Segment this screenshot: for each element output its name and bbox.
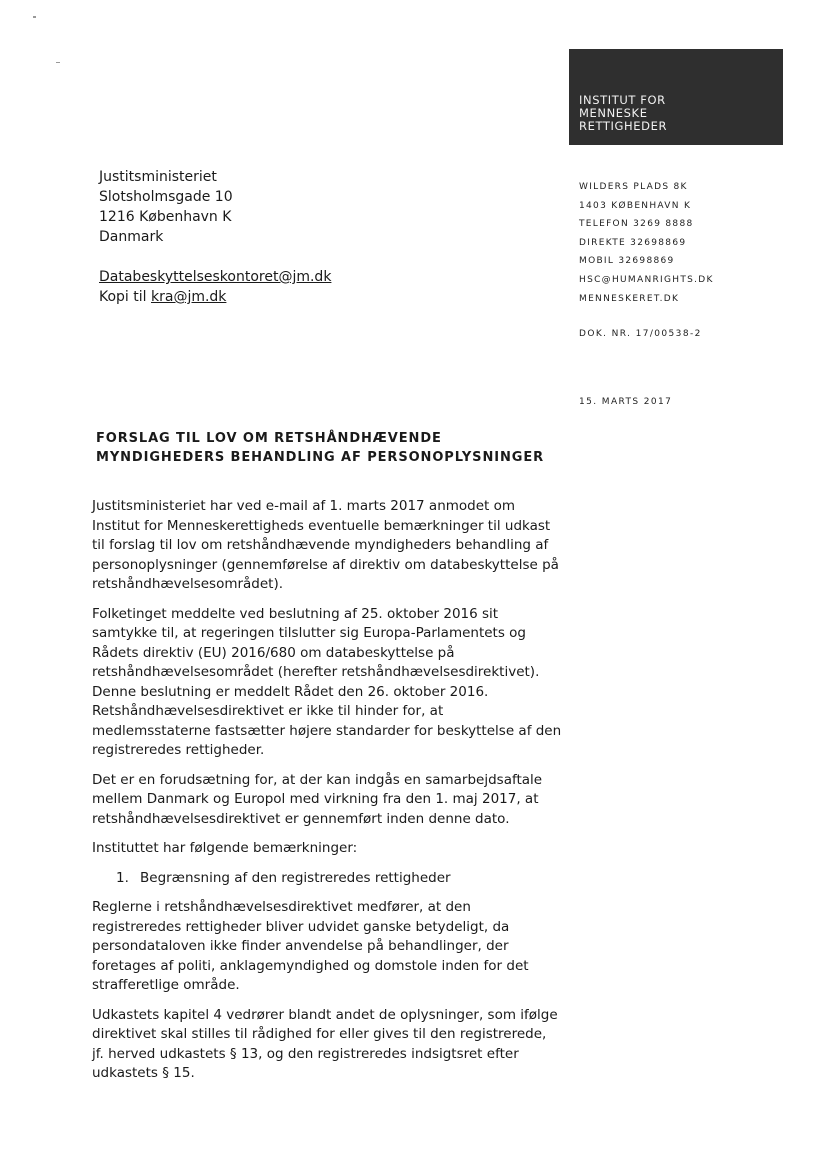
body-paragraph: Instituttet har følgende bemærkninger:	[92, 840, 358, 856]
recipient-city: 1216 København K	[99, 209, 232, 225]
sender-address-line: WILDERS PLADS 8K	[579, 182, 688, 192]
copy-label: Kopi til	[99, 289, 147, 305]
recipient-street: Slotsholmsgade 10	[99, 189, 233, 205]
item-number: 1.	[116, 869, 129, 886]
numbered-item	[92, 869, 562, 889]
logo-text: INSTITUT FOR MENNESKE RETTIGHEDER	[579, 93, 668, 133]
body-paragraph: Det er en forudsætning for, at der kan indgås en samarbejdsaftale mellem Danmark og Europol med virkning fra den 1. maj 2017, at retshåndhævelsesdirektivet er gennemført inden denne dato.	[92, 771, 543, 827]
sender-contact	[579, 178, 799, 308]
sender-website: MENNESKERET.DK	[579, 293, 680, 304]
sender-email: HSC@HUMANRIGHTS.DK	[579, 274, 714, 285]
letter-title: FORSLAG TIL LOV OM RETSHÅNDHÆVENDE MYNDIGHEDERS BEHANDLING AF PERSONOPLYSNINGER	[96, 431, 545, 465]
document-number: DOK. NR. 17/00538-2	[579, 329, 702, 339]
sender-mobile: MOBIL 32698869	[579, 256, 675, 267]
letter-date: 15. MARTS 2017	[579, 397, 673, 407]
body-paragraph: Udkastets kapitel 4 vedrører blandt andet de oplysninger, som ifølge direktivet skal stilles til rådighed for eller gives til den registrerede, jf. herved udkastets § 13, og den registreredes indsigtsret efter udkastets § 15.	[92, 1006, 558, 1081]
sender-phone: TELEFON 3269 8888	[579, 219, 694, 230]
body-paragraph: Reglerne i retshåndhævelsesdirektivet medfører, at den registreredes rettigheder bliver udvidet ganske betydeligt, da persondataloven ikke finder anvendelse på behandlinger, der foretages af politi, anklagemyndighed og domstole inden for det strafferetlige område.	[92, 899, 529, 993]
sender-direct: DIREKTE 32698869	[579, 237, 687, 248]
recipient-name: Justitsministeriet	[99, 169, 217, 185]
letter-body	[92, 497, 562, 1094]
body-paragraph: Justitsministeriet har ved e-mail af 1. marts 2017 anmodet om Institut for Menneskerettigheds eventuelle bemærkninger til udkast til forslag til lov om retshåndhævende myndigheders behandling af personoplysninger (gennemførelse af direktiv om databeskyttelse på retshåndhævelsesområdet).	[92, 498, 559, 592]
body-paragraph: Folketinget meddelte ved beslutning af 25. oktober 2016 sit samtykke til, at regeringen tilslutter sig Europa-Parlamentets og Rådets direktiv (EU) 2016/680 om databeskyttelse på retshåndhævelsesområdet (herefter retshåndhævelsesdirektivet). Denne beslutning er meddelt Rådet den 26. oktober 2016. Retshåndhævelsesdirektivet er ikke til hinder for, at medlemsstaterne fastsætter højere standarder for beskyttelse af den registreredes rettigheder.	[92, 605, 562, 758]
recipient-address	[99, 167, 459, 307]
copy-line	[99, 287, 459, 307]
institute-logo	[569, 49, 783, 145]
recipient-email-link[interactable]: Databeskyttelseskontoret@jm.dk	[99, 269, 332, 285]
sender-city-line: 1403 KØBENHAVN K	[579, 200, 692, 211]
item-text: Begrænsning af den registreredes rettigheder	[140, 869, 451, 886]
recipient-country: Danmark	[99, 229, 164, 245]
copy-email-link[interactable]: kra@jm.dk	[151, 289, 227, 305]
